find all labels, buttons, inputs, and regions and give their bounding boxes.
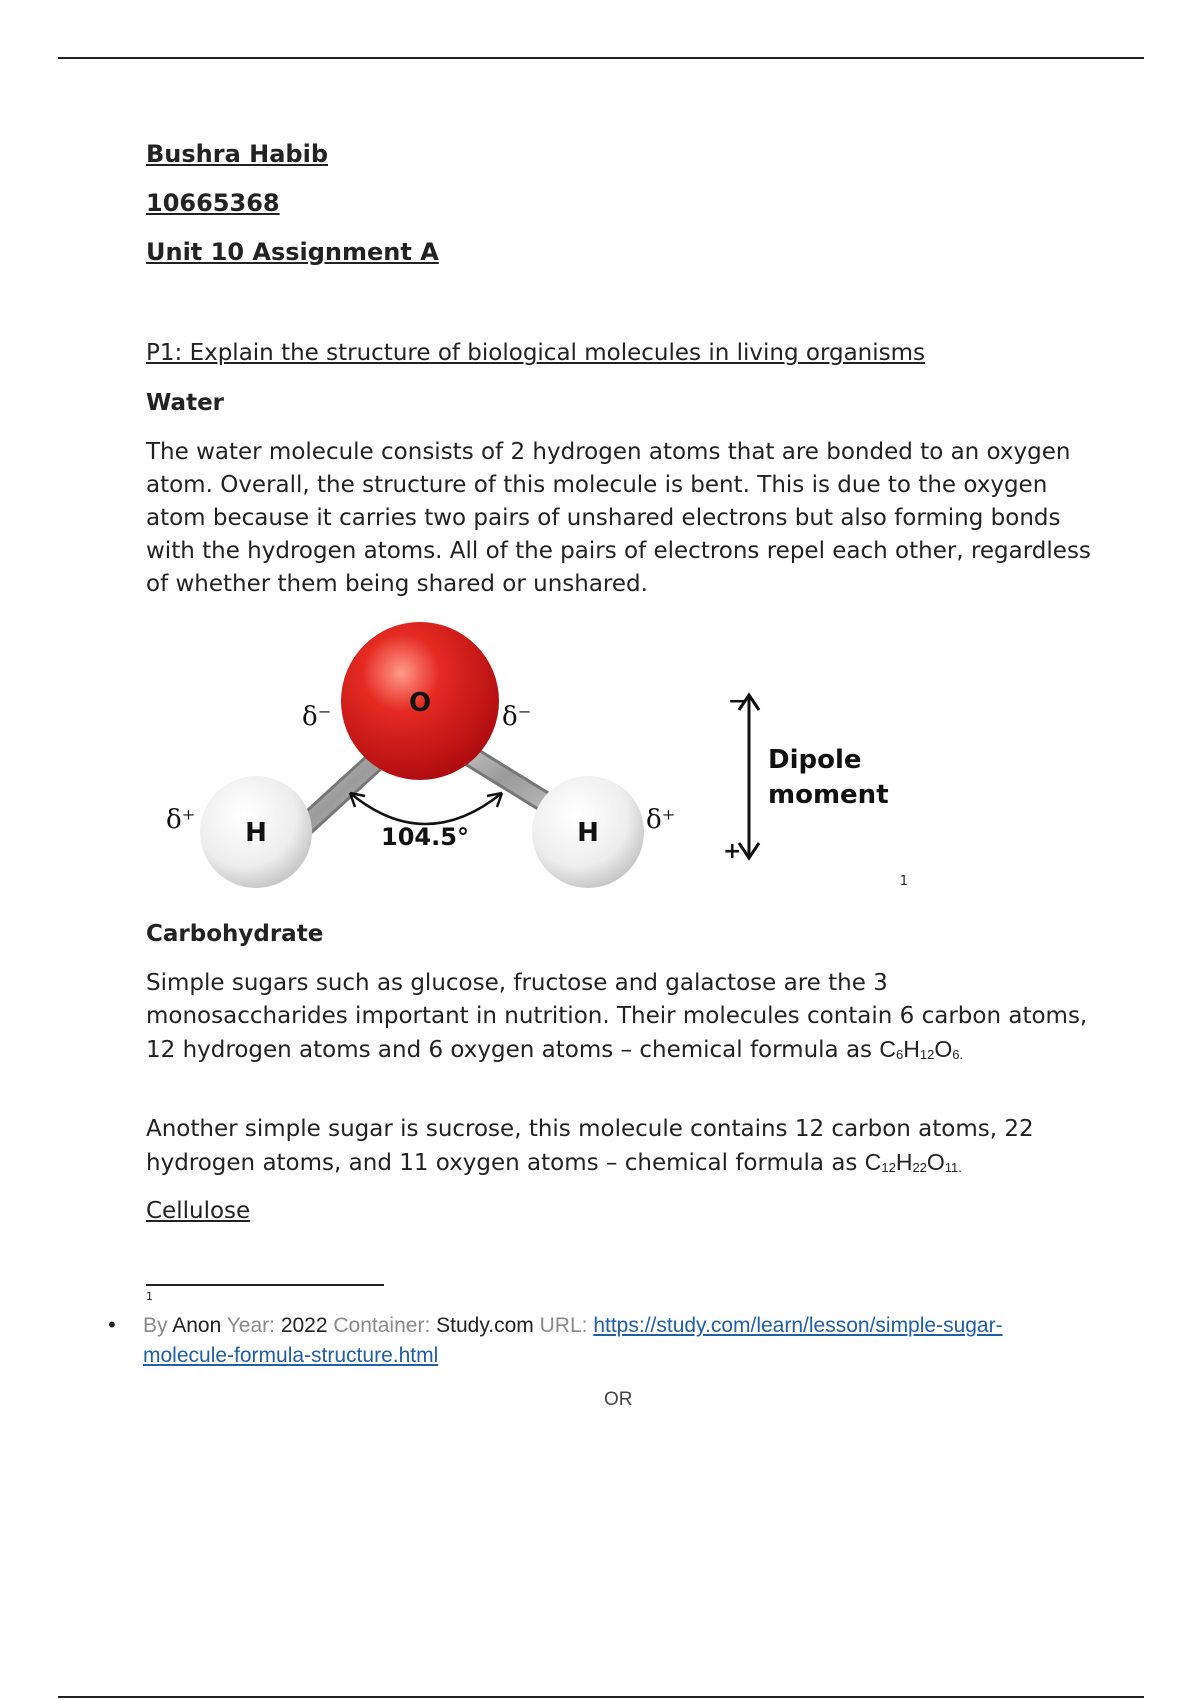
delta-minus-left: δ⁻ [302,702,332,732]
oxygen-label: O [408,688,432,718]
hydrogen-label-right: H [577,818,599,848]
student-id: 10665368 [146,189,280,217]
assignment-title: Unit 10 Assignment A [146,238,439,266]
author-name: Bushra Habib [146,140,329,168]
task-heading: P1: Explain the structure of biological molecules in living organisms [146,340,926,366]
water-heading: Water [146,390,225,416]
delta-plus-right: δ⁺ [646,805,676,835]
footnote-number: 1 [146,1290,153,1303]
carbohydrate-heading: Carbohydrate [146,921,324,947]
carbohydrate-paragraph-1: Simple sugars such as glucose, fructose and galactose are the 3 monosaccharides important in nutrition. Their molecules contain 6 carbon atoms, 12 hydrogen atoms and 6 oxygen atoms – chemical formula as $C_6H_{12}O_{6.}$ [146,970,1088,1063]
water-molecule-diagram [150,600,910,900]
dipole-plus-sign: + [723,839,742,864]
dipole-minus-sign: − [728,689,747,714]
sucrose-formula: $C_{12}H_{22}O_{11.}$ [864,1149,962,1175]
water-paragraph: The water molecule consists of 2 hydrogen atoms that are bonded to an oxygen atom. Overall, the structure of this molecule is bent. This is due to the oxygen atom because it carries two pairs of unshared electrons but also forming bonds with the hydrogen atoms. All of the pairs of electrons repel each other, regardless of whether them being shared or unshared. [146,439,1091,597]
document-header [146,140,1086,287]
bottom-rule [58,1696,1144,1698]
bullet-icon: • [106,1313,118,1337]
delta-minus-right: δ⁻ [502,702,532,732]
carbohydrate-paragraph-2: Another simple sugar is sucrose, this molecule contains 12 carbon atoms, 22 hydrogen atoms, and 11 oxygen atoms – chemical formula as $C_{12}H_{22}O_{11.}$ [146,1116,1034,1176]
delta-plus-left: δ⁺ [166,805,196,835]
source-url-link[interactable]: https://study.com/learn/lesson/simple-sugar-molecule-formula-structure.html [143,1314,1003,1367]
bond-angle-arc [350,793,502,824]
footnote-reference: By Anon Year: 2022 Container: Study.com URL: https://study.com/learn/lesson/simple-sugar-molecule-formula-structure.html [143,1314,1003,1367]
dipole-label-line2: moment [768,780,889,810]
diagram-footnote-mark: 1 [899,874,908,889]
top-rule [58,57,1144,59]
cellulose-heading: Cellulose [146,1198,251,1224]
or-text: OR [604,1389,633,1410]
footnote-separator [146,1284,384,1286]
dipole-label-line1: Dipole [768,745,862,775]
bond-angle-label: 104.5° [381,823,469,851]
hydrogen-label-left: H [245,818,267,848]
glucose-formula: $C_6H_{12}O_{6.}$ [879,1036,964,1062]
